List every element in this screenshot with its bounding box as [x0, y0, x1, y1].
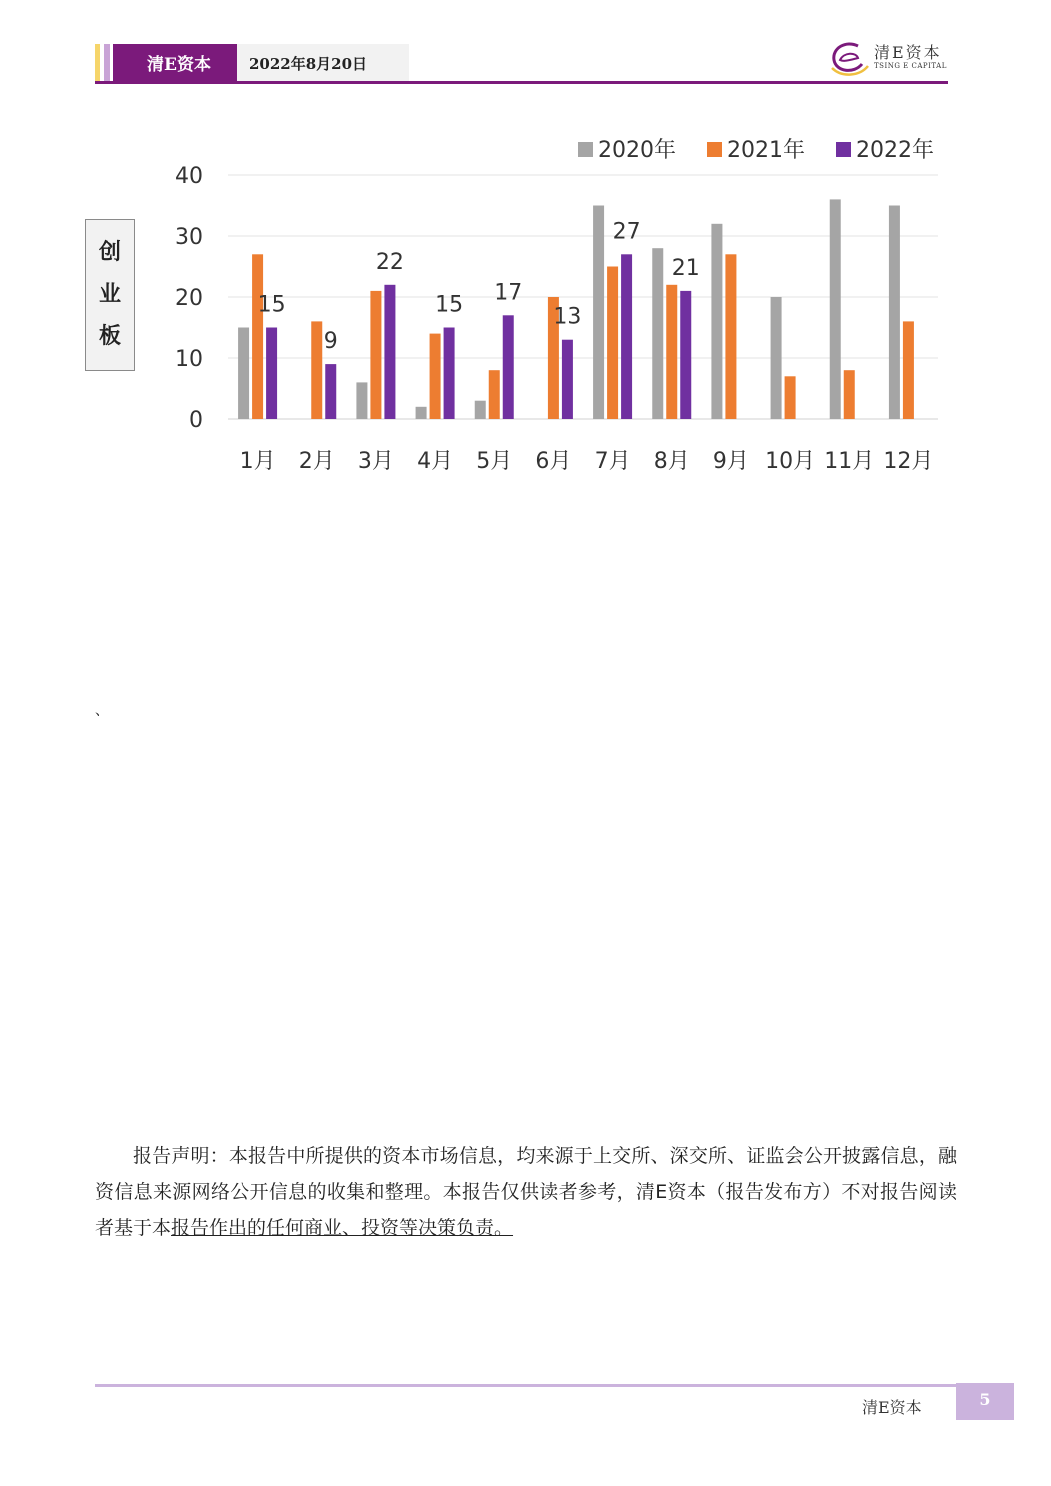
bar-2021年 — [903, 321, 914, 419]
bar-2021年 — [666, 285, 677, 419]
legend-label: 2022年 — [856, 138, 934, 163]
bar-2021年 — [725, 254, 736, 419]
bar-2021年 — [844, 370, 855, 419]
x-tick-label: 12月 — [883, 449, 934, 474]
logo-en-text: TSING E CAPITAL — [874, 62, 947, 70]
bar-2022年 — [503, 315, 514, 419]
bar-2020年 — [830, 199, 841, 419]
y-tick-label: 10 — [175, 347, 203, 372]
bar-2022年 — [384, 285, 395, 419]
bar-2020年 — [593, 206, 604, 420]
bar-2020年 — [475, 401, 486, 419]
x-tick-label: 6月 — [535, 449, 572, 474]
bar-2021年 — [489, 370, 500, 419]
footer-brand: 清E资本 — [862, 1398, 922, 1417]
bar-2022年 — [621, 254, 632, 419]
ipo-bar-chart — [0, 0, 1051, 520]
legend-swatch — [707, 142, 722, 157]
bar-2021年 — [252, 254, 263, 419]
x-tick-label: 10月 — [765, 449, 816, 474]
page-number: 5 — [956, 1383, 1014, 1420]
y-tick-label: 30 — [175, 225, 203, 250]
report-disclaimer — [95, 1138, 957, 1246]
bar-2022年 — [266, 328, 277, 420]
bar-2020年 — [356, 382, 367, 419]
bar-2022年 — [680, 291, 691, 419]
legend-label: 2021年 — [727, 138, 805, 163]
bar-2021年 — [607, 267, 618, 420]
x-tick-label: 5月 — [476, 449, 513, 474]
bar-2021年 — [785, 376, 796, 419]
bar-2022年 — [325, 364, 336, 419]
legend-label: 2020年 — [598, 138, 676, 163]
data-label: 21 — [671, 255, 700, 281]
bar-2022年 — [562, 340, 573, 419]
data-label: 15 — [257, 292, 286, 318]
disclaimer-underlined-text: 报告作出的任何商业、投资等决策负责。 — [171, 1217, 514, 1239]
legend-swatch — [836, 142, 851, 157]
x-tick-label: 9月 — [712, 449, 749, 474]
bar-2021年 — [311, 321, 322, 419]
bar-2020年 — [652, 248, 663, 419]
data-label: 17 — [494, 280, 523, 306]
y-tick-label: 40 — [175, 164, 203, 189]
footer-rule — [95, 1384, 957, 1387]
logo-cn-text: 清E资本 — [874, 43, 942, 62]
bar-2020年 — [711, 224, 722, 419]
y-tick-label: 20 — [175, 286, 203, 311]
market-label-char: 板 — [98, 324, 121, 349]
bar-2021年 — [370, 291, 381, 419]
x-tick-label: 3月 — [357, 449, 394, 474]
data-label: 13 — [553, 304, 582, 330]
x-tick-label: 7月 — [594, 449, 631, 474]
x-tick-label: 11月 — [824, 449, 875, 474]
x-tick-label: 1月 — [239, 449, 276, 474]
market-label-char: 业 — [98, 282, 121, 307]
bar-2021年 — [430, 334, 441, 419]
bar-2020年 — [771, 297, 782, 419]
data-label: 9 — [323, 329, 338, 355]
header-brand: 清E资本 — [121, 44, 237, 84]
x-tick-label: 2月 — [298, 449, 335, 474]
x-tick-label: 8月 — [653, 449, 690, 474]
x-tick-label: 4月 — [417, 449, 454, 474]
disclaimer-text: 报告声明：本报告中所提供的资本市场信息，均来源于上交所、深交所、证监会公开披露信息，融资信息来源网络公开信息的收集和整理。本报告仅供读者参考，清E资本（报告发布方）不对报告阅读者基于本 — [95, 1145, 957, 1239]
header-date: 2022年8月20日 — [237, 44, 409, 84]
stray-mark: 、 — [95, 703, 109, 719]
y-tick-label: 0 — [189, 408, 203, 433]
bar-2020年 — [889, 206, 900, 420]
data-label: 15 — [435, 292, 464, 318]
data-label: 27 — [612, 219, 641, 245]
data-label: 22 — [375, 249, 404, 275]
bar-2020年 — [238, 328, 249, 420]
bar-2022年 — [444, 328, 455, 420]
legend-swatch — [578, 142, 593, 157]
market-label-char: 创 — [98, 240, 121, 265]
bar-2020年 — [416, 407, 427, 419]
